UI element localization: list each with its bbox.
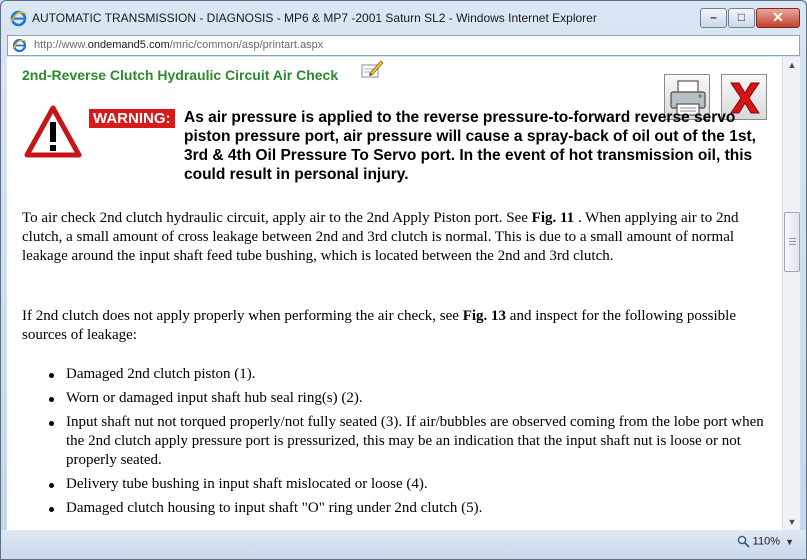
- zoom-level: 110%: [752, 535, 780, 548]
- url-domain: ondemand5.com: [87, 39, 170, 51]
- p1-text-a: To air check 2nd clutch hydraulic circuit, apply air to the 2nd Apply Piston port. See: [22, 210, 532, 226]
- minimize-icon: –: [710, 10, 717, 24]
- minimize-button[interactable]: [700, 8, 727, 28]
- zoom-dropdown-icon[interactable]: ▼: [785, 537, 794, 547]
- warning-text: As air pressure is applied to the reverse pressure-to-forward reverse servo piston pressure port, air pressure will cause a spray-back of oil out of the 1st, 3rd & 4th Oil Pressure To Servo port. In the event of hot transmission oil, this could result in personal injury.: [184, 109, 756, 183]
- grip-line: [789, 244, 796, 245]
- ie-page-icon: [12, 38, 27, 53]
- list-item: Delivery tube bushing in input shaft mislocated or loose (4).: [22, 475, 774, 494]
- maximize-button[interactable]: [728, 8, 755, 28]
- magnifier-icon: [737, 535, 750, 548]
- warning-triangle-icon: [24, 105, 82, 159]
- fig-11-link[interactable]: Fig. 11: [531, 210, 575, 226]
- list-item: Worn or damaged input shaft hub seal ring(s) (2).: [22, 389, 774, 408]
- paragraph-air-check: [22, 209, 774, 266]
- close-icon: ✕: [772, 9, 784, 25]
- list-item: Damaged clutch housing to input shaft "O" ring under 2nd clutch (5).: [22, 499, 774, 518]
- title-bar[interactable]: [1, 1, 806, 35]
- list-item: Input shaft nut not torqued properly/not fully seated (3). If air/bubbles are observed coming from the lobe port when the 2nd clutch apply pressure port is pressurized, this may be an indication that the input shaft nut is loose or not properly seated.: [22, 413, 774, 470]
- paragraph-leakage: [22, 307, 774, 345]
- zoom-control[interactable]: [737, 535, 780, 548]
- pencil-icon[interactable]: [360, 59, 384, 79]
- grip-line: [789, 238, 796, 239]
- p1-text-b: . When applying air to 2nd clutch, a small amount of cross leakage between 2nd and 3rd clutch is normal. This is due to a small amount of normal leakage around the input shaft feed tube bushing, which is located between the 2nd and 3rd clutch.: [22, 210, 739, 264]
- vertical-scrollbar[interactable]: [782, 57, 800, 530]
- leakage-sources-list: [22, 365, 774, 523]
- page-content: [7, 57, 782, 530]
- list-item: Damaged 2nd clutch piston (1).: [22, 365, 774, 384]
- article-title: 2nd-Reverse Clutch Hydraulic Circuit Air Check: [22, 67, 339, 83]
- window-title: AUTOMATIC TRANSMISSION - DIAGNOSIS - MP6 & MP7 -2001 Saturn SL2 - Windows Internet Explorer: [32, 11, 597, 25]
- ie-icon: [10, 10, 27, 27]
- scroll-down-arrow-icon[interactable]: ▼: [787, 517, 797, 527]
- scroll-thumb[interactable]: [784, 212, 800, 272]
- url-prefix: http://www.: [34, 39, 88, 51]
- grip-line: [789, 241, 796, 242]
- scroll-up-arrow-icon[interactable]: ▲: [787, 60, 797, 70]
- maximize-icon: □: [737, 10, 746, 24]
- url-path: /mric/common/asp/printart.aspx: [169, 39, 324, 51]
- address-url[interactable]: [34, 39, 323, 51]
- window-controls: [699, 8, 800, 28]
- fig-13-link[interactable]: Fig. 13: [462, 308, 507, 324]
- warning-label: WARNING:: [89, 109, 175, 128]
- p2-text-a: If 2nd clutch does not apply properly when performing the air check, see: [22, 308, 463, 324]
- p2-text-b: and inspect for the following possible sources of leakage:: [22, 308, 736, 343]
- status-bar: [1, 530, 806, 559]
- address-bar[interactable]: [7, 35, 800, 56]
- close-window-button[interactable]: [756, 8, 800, 28]
